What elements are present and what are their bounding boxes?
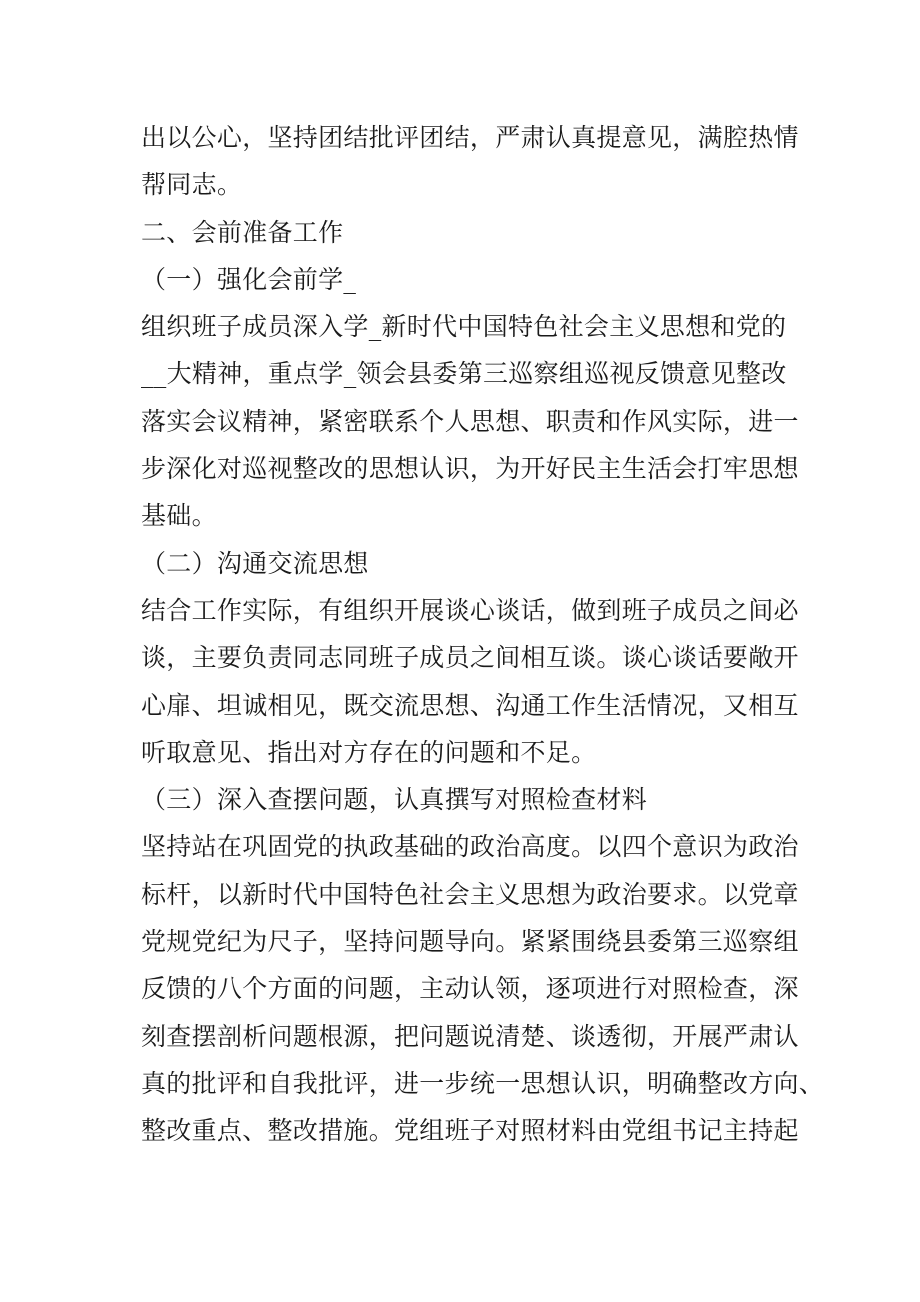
text-line: 党规党纪为尺子，坚持问题导向。紧紧围绕县委第三巡察组 xyxy=(141,927,799,957)
text-line: 整改重点、整改措施。党组班子对照材料由党组书记主持起 xyxy=(141,1116,799,1146)
document-body xyxy=(141,114,825,1155)
text-line: __大精神，重点学_领会县委第三巡察组巡视反馈意见整改 xyxy=(141,359,787,389)
section-heading: 二、会前准备工作 xyxy=(141,217,344,247)
text-line: 标杆，以新时代中国特色社会主义思想为政治要求。以党章 xyxy=(141,879,799,909)
text-line: 听取意见、指出对方存在的问题和不足。 xyxy=(141,737,597,767)
subsection-heading: （三）深入查摆问题，认真撰写对照检查材料 xyxy=(141,785,648,815)
subsection-heading: （二）沟通交流思想 xyxy=(141,548,369,578)
text-line: 刻查摆剖析问题根源，把问题说清楚、谈透彻，开展严肃认 xyxy=(141,1021,799,1051)
text-line: 心扉、坦诚相见，既交流思想、沟通工作生活情况，又相互 xyxy=(141,690,799,720)
text-line: 结合工作实际，有组织开展谈心谈话，做到班子成员之间必 xyxy=(141,595,799,625)
text-line: 帮同志。 xyxy=(141,170,243,200)
text-line: 出以公心，坚持团结批评团结，严肃认真提意见，满腔热情 xyxy=(141,123,799,152)
text-line: 组织班子成员深入学_新时代中国特色社会主义思想和党的 xyxy=(141,312,787,342)
text-line: 谈，主要负责同志同班子成员之间相互谈。谈心谈话要敞开 xyxy=(141,643,799,673)
text-line: 步深化对巡视整改的思想认识，为开好民主生活会打牢思想 xyxy=(141,454,799,484)
text-line: 落实会议精神，紧密联系个人思想、职责和作风实际，进一 xyxy=(141,406,799,436)
text-line: 真的批评和自我批评，进一步统一思想认识，明确整改方向、 xyxy=(141,1068,825,1098)
text-line: 坚持站在巩固党的执政基础的政治高度。以四个意识为政治 xyxy=(141,832,799,862)
text-line: 基础。 xyxy=(141,501,217,531)
subsection-heading: （一）强化会前学_ xyxy=(141,264,357,294)
text-line: 反馈的八个方面的问题，主动认领，逐项进行对照检查，深 xyxy=(141,974,799,1004)
